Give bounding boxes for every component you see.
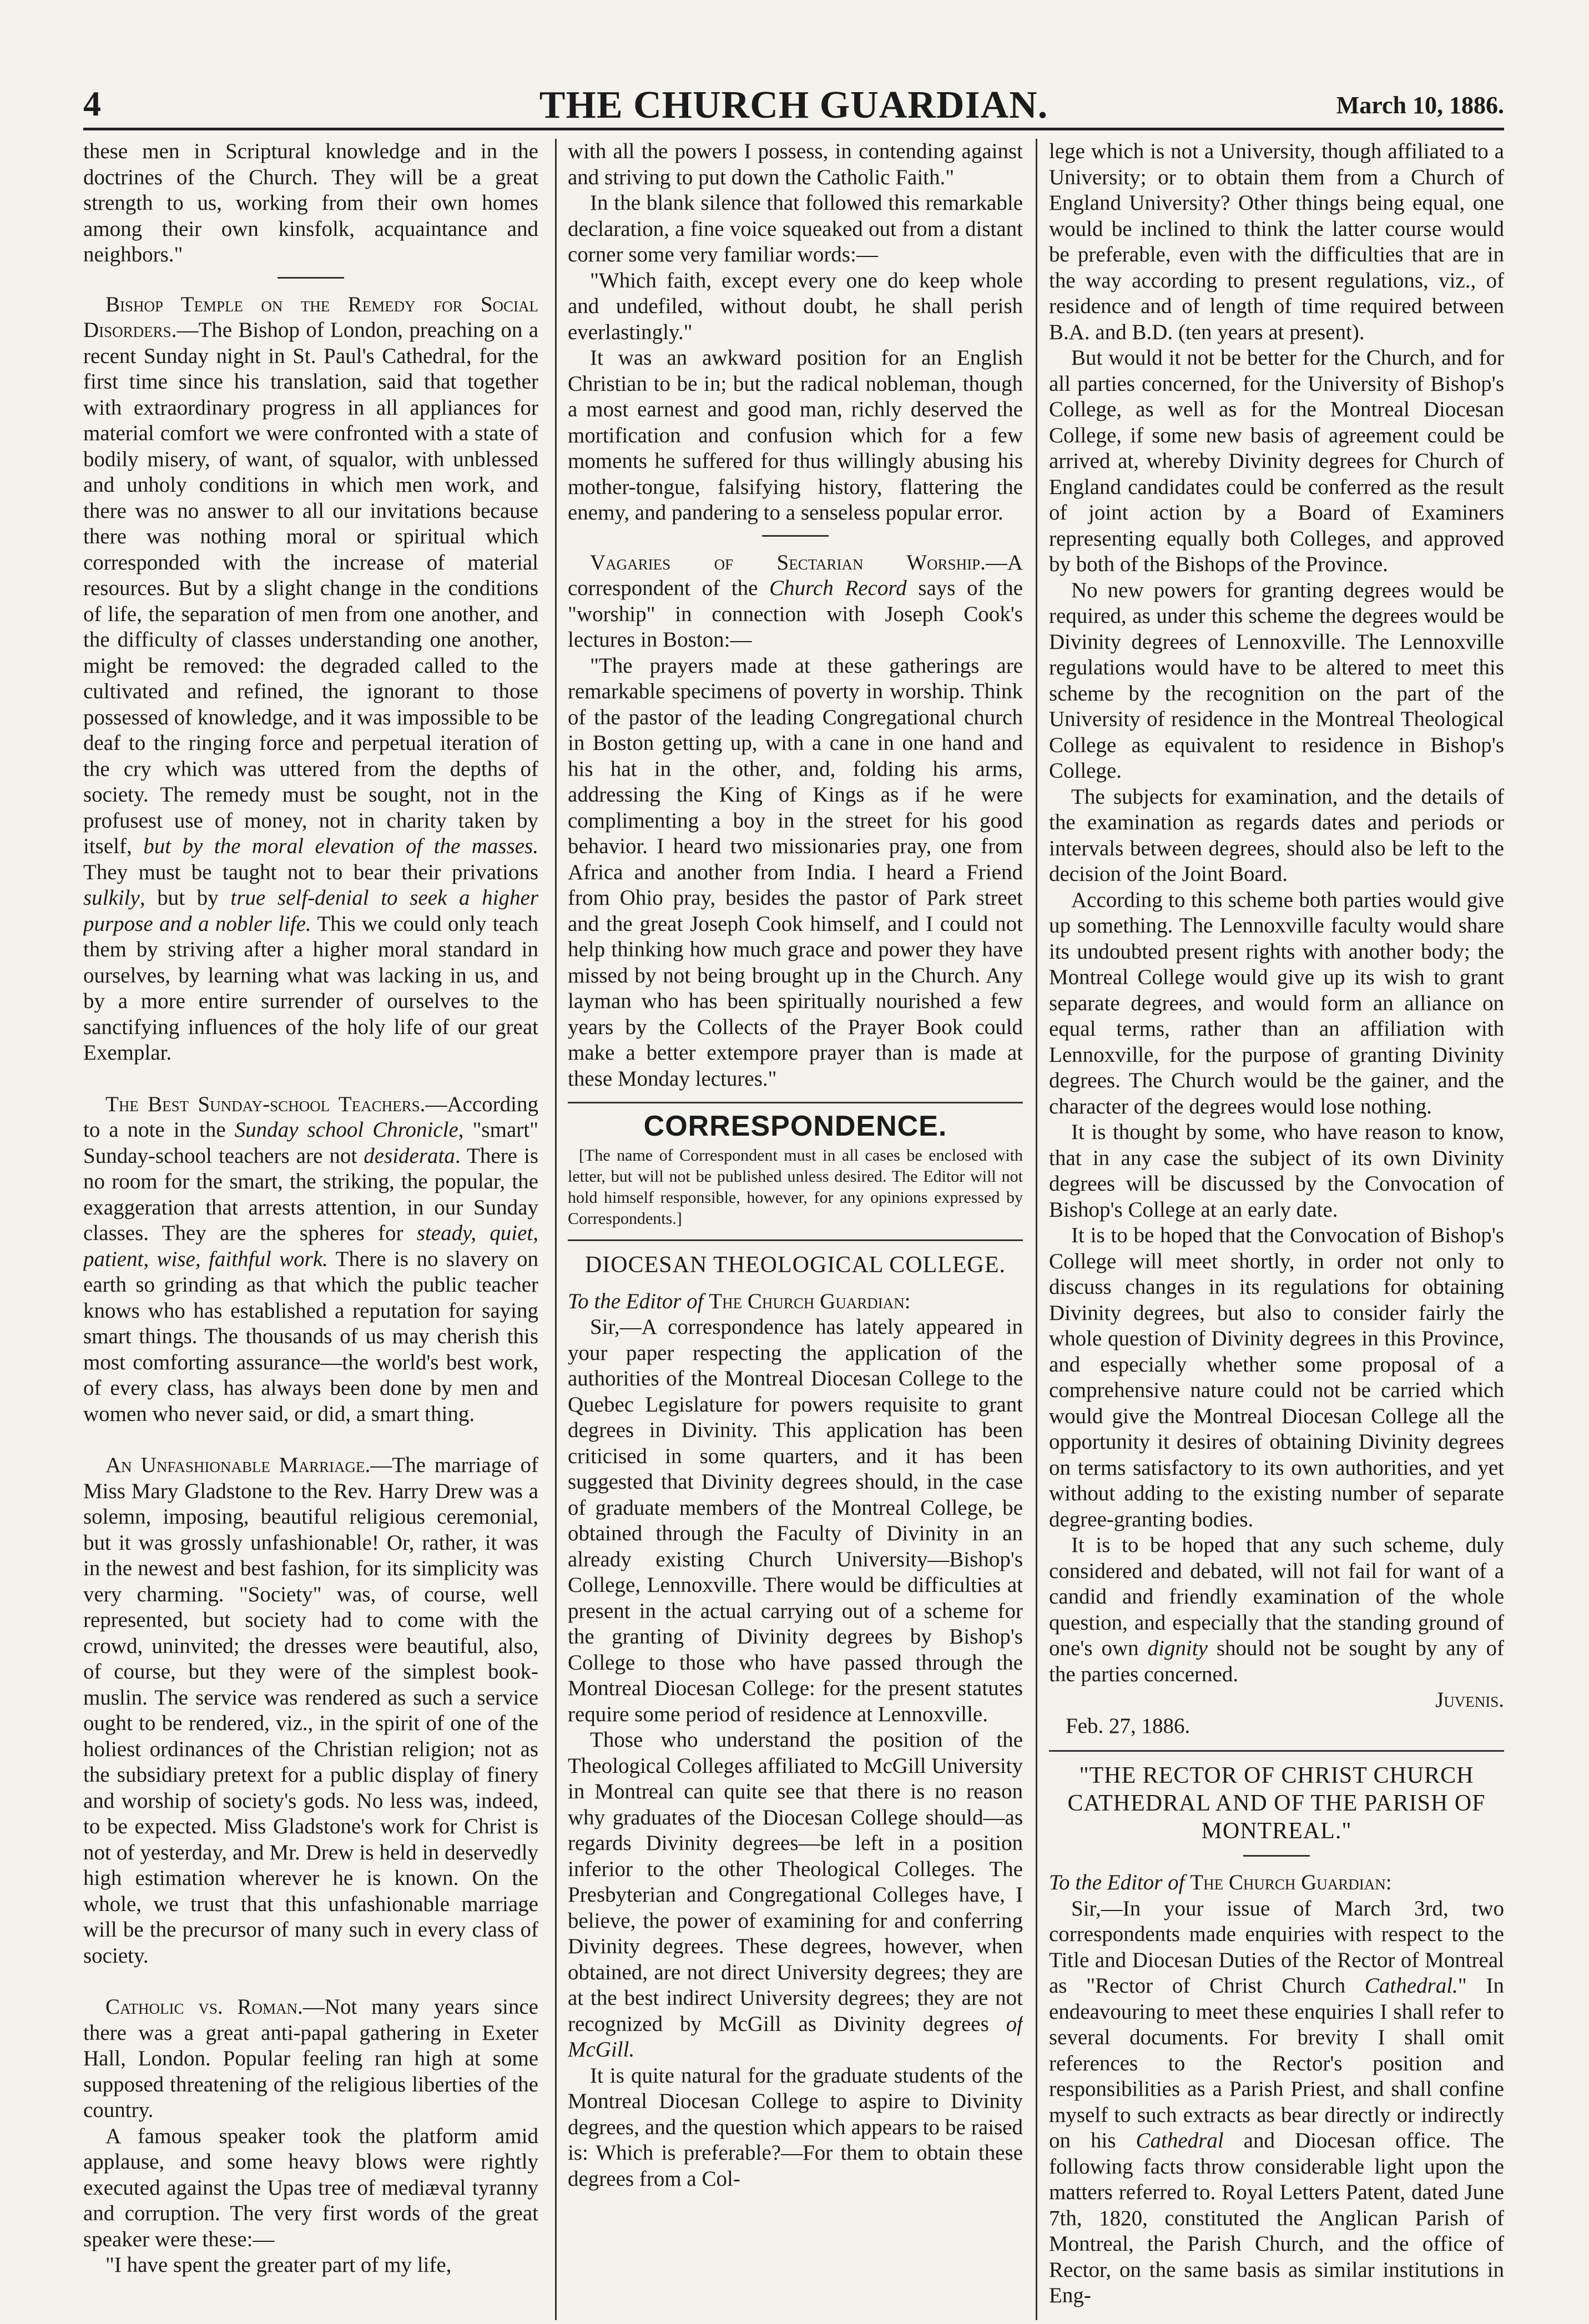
letter-paragraph: According to this scheme both parties would give up something. The Lennoxville faculty would share its undoubted present rights with another body; the Montreal College would give up its wish to grant separate degrees, and would form an alliance on equal terms, rather than an affiliation with Lennoxville, for the purpose of granting Divinity degrees. The Church would be the gainer, and the character of the degrees would lose nothing.: [1049, 888, 1504, 1118]
article-paragraph: It was an awkward position for an English Christian to be in; but the radical nobleman, though a most earnest and good man, richly deserved the mortification and confusion which for a few moments he suffered for thus willingly abusing his mother-tongue, falsifying history, flattering the enemy, and pandering to a senseless popular error.: [568, 346, 1023, 525]
letter-paragraph: The subjects for examination, and the details of the examination as regards dates and periods or intervals between degrees, should also be left to the decision of the Joint Board.: [1049, 784, 1504, 886]
column-2: [568, 139, 1023, 2317]
letter-continuation: lege which is not a University, though affiliated to a University; or to obtain them from a Church of England University? Other things being equal, one would be inclined to think the latter course would be preferable, even with the difficulties that are in the way according to present regulations, viz., of residence and of length of time required between B.A. and B.D. (ten years at present).: [1049, 139, 1504, 344]
article-heading: Vagaries of Sectarian Worship.: [590, 550, 986, 574]
column-rule: [1036, 139, 1037, 2320]
editor-address: To the Editor of The Church Guardian:: [1049, 1871, 1392, 1894]
article-paragraph: A famous speaker took the platform amid applause, and some heavy blows were rightly executed against the Upas tree of mediæval tyranny and corruption. The very first words of the great speaker were these:—: [83, 2124, 538, 2251]
letter-title: DIOCESAN THEOLOGICAL COLLEGE.: [584, 1252, 1006, 1278]
letter-signature: Juvenis.: [1435, 1688, 1504, 1712]
masthead: [83, 83, 1504, 130]
article-paragraph: "I have spent the greater part of my life,: [105, 2253, 452, 2277]
letter-paragraph: It is to be hoped that the Convocation of Bishop's College will meet shortly, in order not only to discuss changes in its regulations for obtaining Divinity degrees, but also to consider fairly the whole question of Divinity degrees in this Province, and especially whether some proposal of a comprehensive nature could not be carried which would give the Montreal Diocesan College all the opportunity it desires of obtaining Divinity degrees on terms satisfactory to its own authorities, and yet without adding to the existing number of separate degree-granting bodies.: [1049, 1223, 1504, 1531]
letter-paragraph: No new powers for granting degrees would be required, as under this scheme the degrees would be Divinity degrees of Lennoxville. The Lennoxville regulations would have to be altered to meet this scheme by the recognition on the part of the University of residence in the Montreal Theological College as equivalent to residence in Bishop's College.: [1049, 578, 1504, 783]
page-number: 4: [83, 84, 101, 123]
separator: [278, 277, 344, 279]
newspaper-title: THE CHURCH GUARDIAN.: [539, 84, 1048, 127]
section-divider: [1049, 1750, 1504, 1752]
issue-date: March 10, 1886.: [1336, 92, 1504, 119]
article-heading: An Unfashionable Marriage.: [105, 1453, 371, 1477]
letter-paragraph: But would it not be better for the Church, and for all parties concerned, for the University of Bishop's College, as well as for the Montreal Diocesan College, if some new basis of agreement could be arrived at, whereby Divinity degrees for Church of England candidates could be conferred as the result of joint action by a Board of Examiners representing equally both Colleges, and approved by both of the Bishops of the Province.: [1049, 346, 1504, 576]
separator: [762, 535, 829, 537]
article-sectarian-worship: Vagaries of Sectarian Worship.—A correspondent of the Church Record says of the "worship" in connection with Joseph Cook's lectures in Boston:—: [568, 550, 1023, 652]
letter-paragraph: It is quite natural for the graduate students of the Montreal Diocesan College to aspire to Divinity degrees, and the question which appears to be raised is: Which is preferable?—For them to obtain these degrees from a Col-: [568, 2063, 1023, 2191]
article-continuation: these men in Scriptural knowledge and in the doctrines of the Church. They will be a great strength to us, working from their own homes among their own kinsfolk, acquaintance and neighbors.": [83, 139, 538, 266]
letter-title: "THE RECTOR OF CHRIST CHURCH CATHEDRAL AND OF THE PARISH OF MONTREAL.": [1067, 1763, 1486, 1844]
article-heading: The Best Sunday-school Teachers.: [105, 1092, 426, 1116]
article-unfashionable-marriage: An Unfashionable Marriage.—The marriage of Miss Mary Gladstone to the Rev. Harry Drew was a solemn, imposing, beautiful religious ceremonial, but it was grossly unfashionable! Or, rather, it was in the newest and best fashion, for its simplicity was very charming. "Society" was, of course, well represented, but society had to come with the crowd, uninvited; the dresses were beautiful, also, of course, but they were of the simplest book-muslin. The service was rendered as such a service ought to be rendered, viz., in the spirit of one of the holiest ordinances of the Christian religion; not as the subsidiary pretext for a public display of finery and worship of society's gods. No less was, indeed, to be expected. Miss Gladstone's work for Christ is not of yesterday, and Mr. Drew is held in deservedly high estimation wherever he is known. On the whole, we trust that this unfashionable marriage will be the precursor of many such in every class of society.: [83, 1453, 538, 1968]
article-catholic-vs-roman: Catholic vs. Roman.—Not many years since there was a great anti-papal gathering in Exeter Hall, London. Popular feeling ran high at some supposed threatening of the religious liberties of the country.: [83, 1995, 538, 2122]
column-rule: [555, 139, 557, 2320]
column-1: [83, 139, 538, 2317]
section-divider: [568, 1102, 1023, 1103]
separator: [1243, 1855, 1310, 1857]
letter-paragraph: It is to be hoped that any such scheme, duly considered and debated, will not fail for want of a candid and friendly examination of the whole question, and especially that the standing ground of one's own dignity should not be sought by any of the parties concerned.: [1049, 1533, 1504, 1686]
quotation: "Which faith, except every one do keep whole and undefiled, without doubt, he shall perish everlastingly.": [568, 268, 1023, 344]
section-divider: [568, 1239, 1023, 1241]
column-3: [1049, 139, 1504, 2317]
correspondence-heading: CORRESPONDENCE.: [643, 1110, 947, 1142]
article-sunday-school: The Best Sunday-school Teachers.—According to a note in the Sunday school Chronicle, "smart" Sunday-school teachers are not desiderata. There is no room for the smart, the striking, the popular, the exaggeration that arrests attention, in our Sunday classes. They are the spheres for steady, quiet, patient, wise, faithful work. There is no slavery on earth so grinding as that which the public teacher knows who has established a reputation for saying smart things. The thousands of us may cherish this most comforting assurance—the world's best work, of every class, has always been done by men and women who never said, or did, a smart thing.: [83, 1092, 538, 1426]
article-continuation: with all the powers I possess, in contending against and striving to put down the Catholic Faith.": [568, 139, 1023, 189]
editor-address: To the Editor of The Church Guardian:: [568, 1289, 911, 1313]
article-heading: Bishop Temple on the Remedy for Social Disorders.: [83, 292, 538, 342]
letter-paragraph: Those who understand the position of the Theological Colleges affiliated to McGill University in Montreal can quite see that there is no reason why graduates of the Diocesan College should—as regards Divinity degrees—be left in a position inferior to the other Theological Colleges. The Presbyterian and Congregational Colleges have, I believe, the power of examining for and conferring Divinity degrees. These degrees, however, when obtained, are not direct University degrees; they are at the best indirect University degrees; they are not recognized by McGill as Divinity degrees of McGill.: [568, 1728, 1023, 2061]
letter-paragraph: It is thought by some, who have reason to know, that in any case the subject of its own Divinity degrees will be discussed by the Convocation of Bishop's College at an early date.: [1049, 1120, 1504, 1222]
letter-date: Feb. 27, 1886.: [1066, 1713, 1191, 1738]
letter-paragraph: Sir,—A correspondence has lately appeared in your paper respecting the application of the authorities of the Montreal Diocesan College to the Quebec Legislature for powers requisite to grant degrees in Divinity. This application has been criticised in some quarters, and it has been suggested that Divinity degrees should, in the case of graduate members of the Montreal College, be obtained through the Faculty of Divinity in an already existing Church University—Bishop's College, Lennoxville. There would be difficulties at present in the actual carrying out of a scheme for the granting of Divinity degrees by Bishop's College to those who have passed through the Montreal Diocesan College: for the present statutes require some period of residence at Lennoxville.: [568, 1315, 1023, 1726]
editorial-note: [The name of Correspondent must in all cases be enclosed with letter, but will not be published unless desired. The Editor will not hold himself responsible, however, for any opinions expressed by Correspondents.]: [568, 1146, 1023, 1228]
quotation: "The prayers made at these gatherings are remarkable specimens of poverty in worship. Think of the pastor of the leading Congregational church in Boston getting up, with a cane in one hand and his hat in the other, and, folding his arms, addressing the King of Kings as if he were complimenting a boy in the street for his good behavior. I heard two missionaries pray, one from Africa and another from India. I heard a Friend from Ohio pray, besides the pastor of Park street and the great Joseph Cook himself, and I could not help thinking how much grace and power they have missed by not being brought up in the Church. Any layman who has been spiritually nourished a few years by the Collects of the Prayer Book could make a better extempore prayer than is made at these Monday lectures.": [568, 653, 1023, 1091]
article-paragraph: In the blank silence that followed this remarkable declaration, a fine voice squeaked out from a distant corner some very familiar words:—: [568, 191, 1023, 266]
article-heading: Catholic vs. Roman.: [105, 1995, 303, 2019]
letter-paragraph: Sir,—In your issue of March 3rd, two correspondents made enquiries with respect to the Title and Diocesan Duties of the Rector of Montreal as "Rector of Christ Church Cathedral." In endeavouring to meet these enquiries I shall refer to several documents. For brevity I shall omit references to the Rector's position and responsibilities as a Parish Priest, and shall confine myself to such extracts as bear directly or indirectly on his Cathedral and Diocesan office. The following facts throw considerable light upon the matters referred to. Royal Letters Patent, dated June 7th, 1820, constituted the Anglican Parish of Montreal, the Parish Church, and the office of Rector, on the same basis as similar institutions in Eng-: [1049, 1896, 1504, 2307]
article-bishop-temple: Bishop Temple on the Remedy for Social Disorders.—The Bishop of London, preaching on a recent Sunday night in St. Paul's Cathedral, for the first time since his translation, said that together with extraordinary progress in all appliances for material comfort we were confronted with a state of bodily misery, of want, of squalor, with unblessed and unholy conditions in which men work, and there was no answer to all our invitations because there was nothing moral or spiritual which corresponded with the increase of material resources. But by a slight change in the conditions of life, the separation of men from one another, and the difficulty of classes understanding one another, might be removed: the degraded called to the cultivated and refined, the ignorant to those possessed of knowledge, and it was impossible to be deaf to the ringing force and perpetual iteration of the cry which was uttered from the depths of society. The remedy must be sought, not in the profusest use of money, not in charity taken by itself, but by the moral elevation of the masses. They must be taught not to bear their privations sulkily, but by true self-denial to seek a higher purpose and a nobler life. This we could only teach them by striving after a higher moral standard in ourselves, by learning what was lacking in us, and by a more entire surrender of ourselves to the sanctifying influences of the holy life of our great Exemplar.: [83, 292, 538, 1065]
